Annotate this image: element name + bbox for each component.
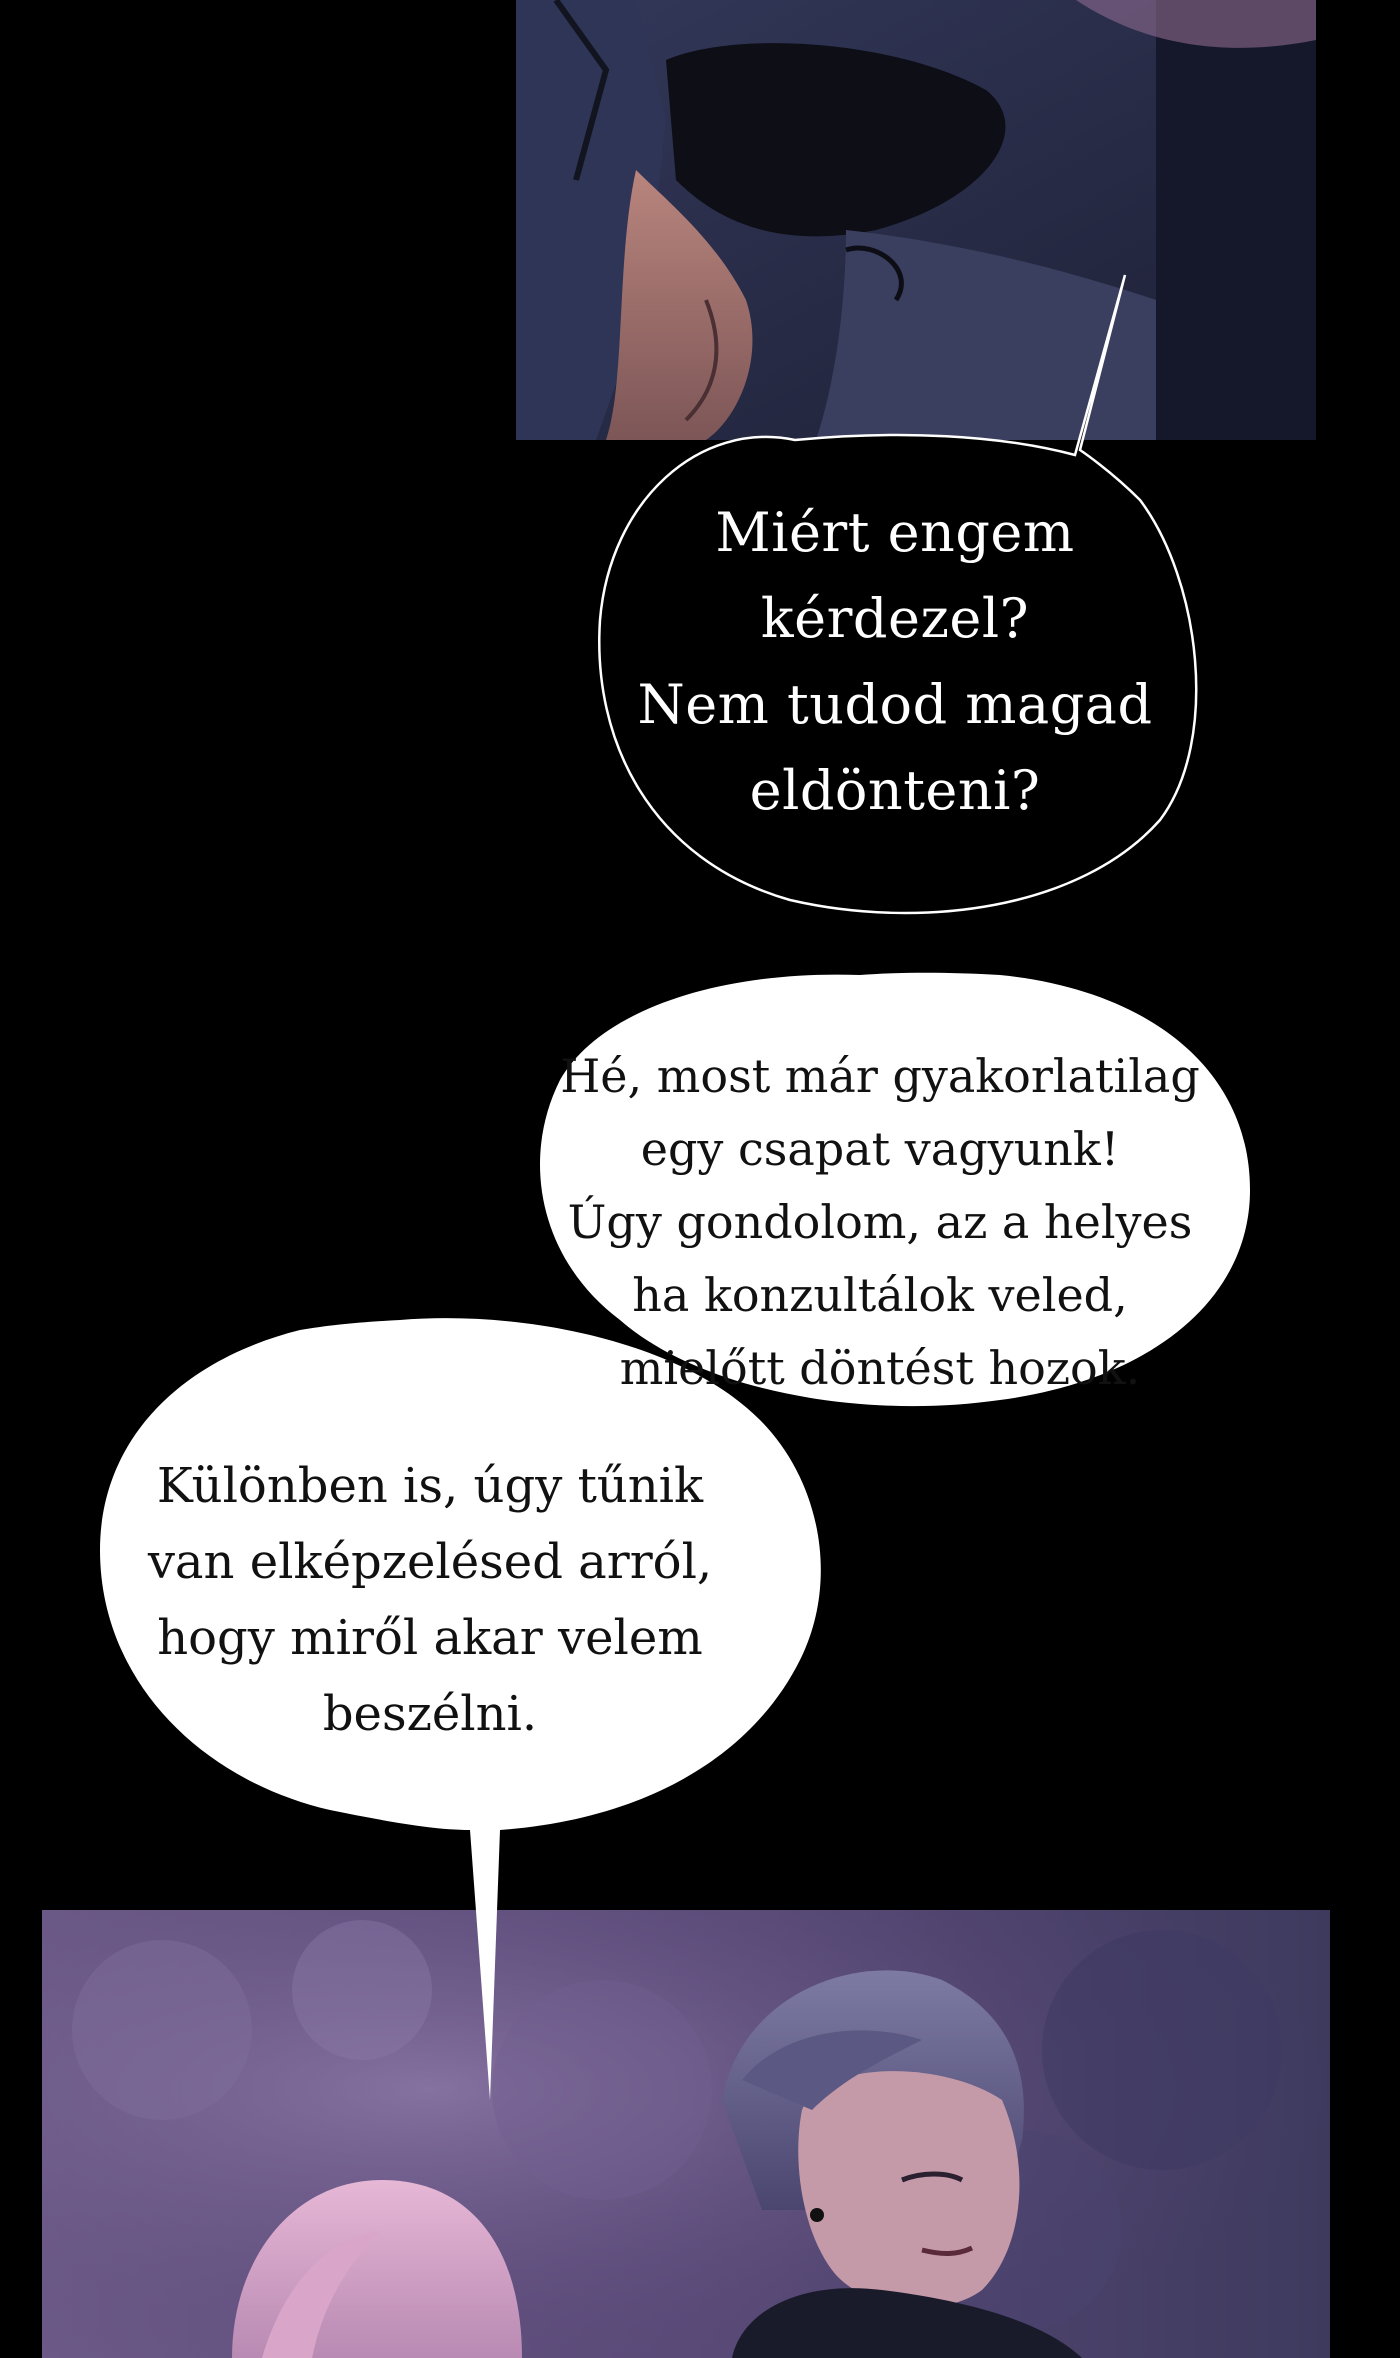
white-balloon-top-dialogue: Hé, most már gyakorlatilag egy csapat vagyunk! Úgy gondolom, az a helyes ha konzultálok veled, mielőtt döntést hozok.	[560, 1049, 1200, 1395]
dark-balloon-dialogue: Miért engem kérdezel? Nem tudod magad eldönteni?	[637, 501, 1153, 822]
white-balloon-bottom-dialogue: Különben is, úgy tűnik van elképzelésed arról, hogy miről akar velem beszélni.	[147, 1458, 713, 1742]
